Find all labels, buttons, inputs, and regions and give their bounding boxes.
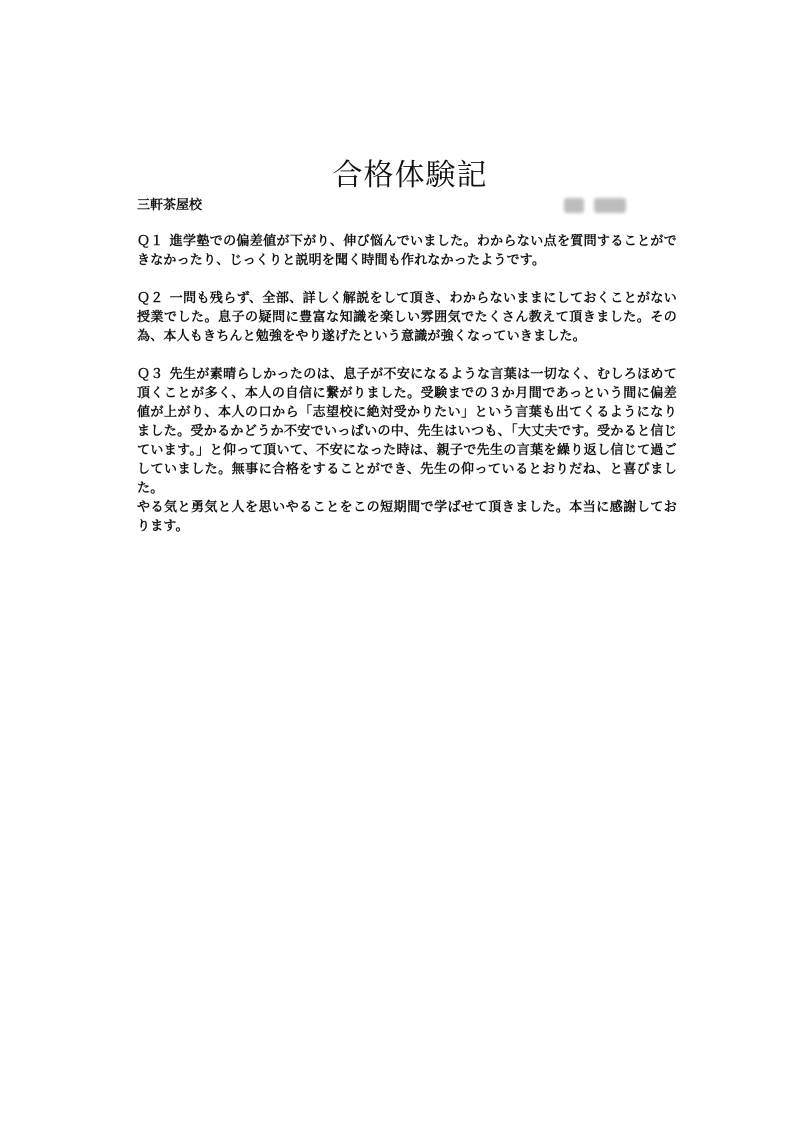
question-label: Ｑ２	[137, 291, 164, 306]
answer-q1	[137, 232, 677, 270]
answer-text: 進学塾での偏差値が下がり、伸び悩んでいました。わからない点を質問することができなかったり、じっくりと説明を聞く時間も作れなかったようです。	[137, 234, 677, 268]
redacted-name-surname	[564, 198, 584, 213]
school-name: 三軒茶屋校	[137, 198, 203, 213]
document-title: 合格体験記	[332, 158, 488, 193]
document-body	[137, 232, 677, 536]
closing-paragraph: やる気と勇気と人を思いやることをこの短期間で学ばせて頂きました。本当に感謝しております。	[137, 500, 677, 534]
answer-q3	[137, 365, 677, 498]
answer-text: 先生が素晴らしかったのは、息子が不安になるような言葉は一切なく、むしろほめて頂くことが多く、本人の自信に繋がりました。受験までの３か月間であっという間に偏差値が上がり、本人の口から「志望校に絶対受かりたい」という言葉も出てくるようになりました。受かるかどうか不安でいっぱいの中、先生はいつも、「大丈夫です。受かると信じています。」と仰って頂いて、不安になった時は、親子で先生の言葉を繰り返し信じて過ごしていました。無事に合格をすることができ、先生の仰っているとおりだね、と喜びました。	[137, 367, 677, 496]
question-label: Ｑ３	[137, 367, 164, 382]
answer-q2	[137, 289, 677, 346]
answer-text: 一問も残らず、全部、詳しく解説をして頂き、わからないままにしておくことがない授業でした。息子の疑問に豊富な知識を楽しい雰囲気でたくさん教えて頂きました。その為、本人もきちんと勉強をやり遂げたという意識が強くなっていきました。	[137, 291, 677, 344]
redacted-name-given	[594, 198, 626, 213]
question-label: Ｑ１	[137, 234, 164, 249]
